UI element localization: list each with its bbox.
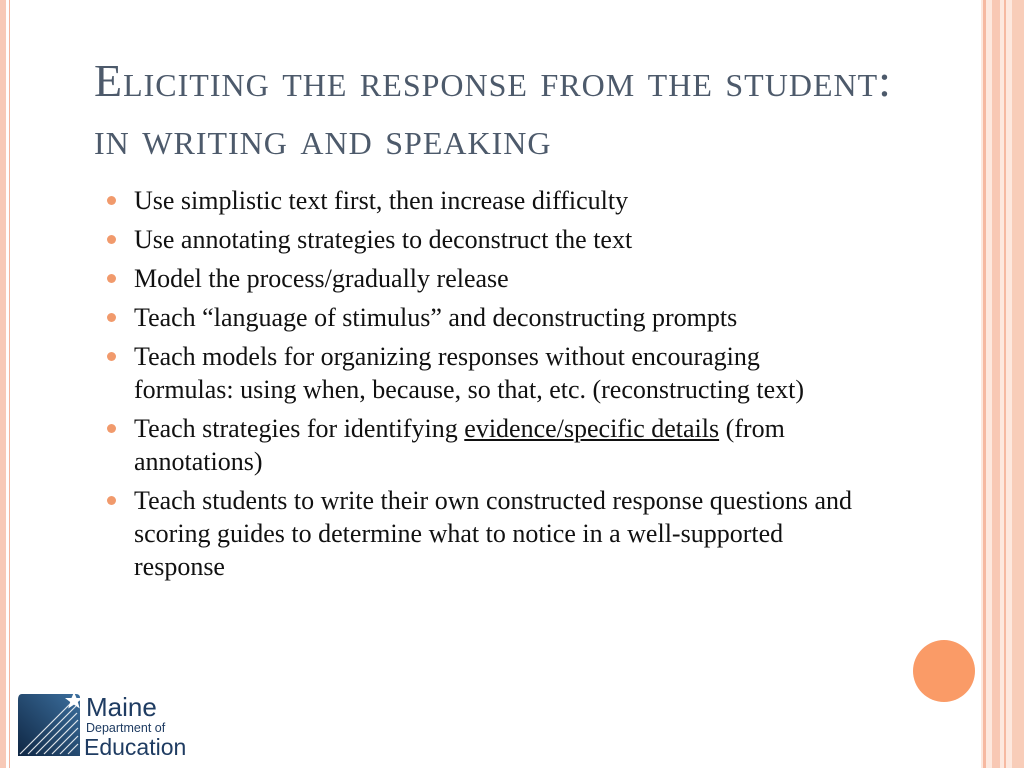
left-decorative-line: [9, 0, 10, 768]
bullet-text: Use annotating strategies to deconstruct the text: [134, 225, 633, 254]
bullet-dot-icon: [107, 496, 116, 505]
bullet-text-prefix: Teach strategies for identifying: [134, 414, 465, 443]
evidence-details-link[interactable]: evidence/specific details: [464, 414, 720, 443]
bullet-item: [104, 184, 864, 217]
maine-doe-logo: [14, 690, 214, 760]
bullet-dot-icon: [107, 352, 116, 361]
right-stripe: [1012, 0, 1024, 768]
bullet-item: [104, 340, 864, 406]
left-decorative-stripe: [0, 0, 6, 768]
right-stripe: [983, 0, 986, 768]
bullet-text: Model the process/gradually release: [134, 264, 509, 293]
bullet-dot-icon: [107, 313, 116, 322]
right-stripe: [1004, 0, 1006, 768]
bullet-text: Teach models for organizing responses without encouraging formulas: using when, because, so that, etc. (reconstructing text): [134, 342, 805, 404]
bullet-dot-icon: [107, 274, 116, 283]
logo-text-maine: Maine: [86, 692, 157, 722]
bullet-item: [104, 262, 864, 295]
bullet-dot-icon: [107, 196, 116, 205]
logo-text-education: Education: [84, 734, 187, 760]
bullet-dot-icon: [107, 424, 116, 433]
logo-mark-icon: [14, 690, 84, 760]
bullet-text: Use simplistic text first, then increase difficulty: [134, 186, 629, 215]
bullet-text: Teach “language of stimulus” and deconstructing prompts: [134, 303, 738, 332]
bullet-item: [104, 301, 864, 334]
bullet-item: [104, 223, 864, 256]
slide-title: Eliciting the response from the student: in writing and speaking: [94, 55, 892, 164]
right-stripe: [992, 0, 1000, 768]
bullet-item: [104, 484, 864, 583]
orange-circle-decoration: [913, 640, 975, 702]
bullet-item: [104, 412, 864, 478]
bullet-text: Teach students to write their own constructed response questions and scoring guides to determine what to notice in a well-supported response: [134, 486, 853, 581]
logo-text-department: Department of: [86, 721, 166, 735]
bullet-text-suffix: (from annotations): [134, 414, 785, 476]
bullet-dot-icon: [107, 235, 116, 244]
bullet-list: [104, 184, 864, 589]
